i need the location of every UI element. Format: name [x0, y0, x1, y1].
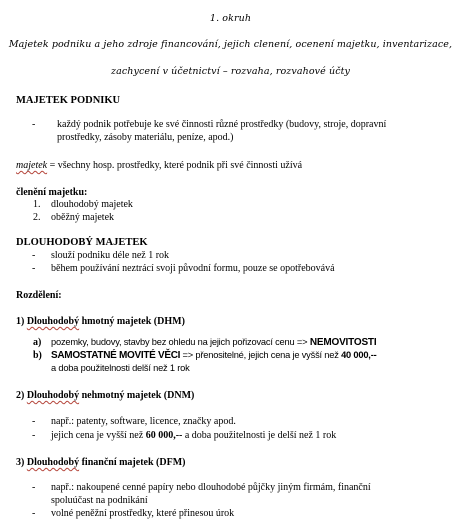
bullet: -	[32, 508, 36, 519]
paragraph-line: každý podnik potřebuje ke své činnosti různé prostředky (budovy, stroje, dopravní	[57, 119, 387, 130]
list-item-a	[51, 337, 376, 348]
list-item-text: jejich cena je vyšší než	[51, 430, 144, 441]
subheading-dfm	[16, 457, 185, 468]
list-item-text: a doba použitelnosti je delší než 1 rok	[182, 430, 337, 441]
list-item: během používání neztrácí svoji původní formu, pouze se opotřebovává	[51, 263, 335, 274]
list-number: 2.	[33, 212, 41, 223]
list-item-text: => přenositelné, jejich cena je vyšší než	[180, 350, 339, 360]
definition-line	[16, 160, 302, 171]
subheading-word: Dlouhodobý	[26, 316, 80, 327]
list-item-text: pozemky, budovy, stavby bez ohledu na jejich pořizovací cenu =>	[51, 337, 308, 347]
title-line-2: zachycení v účetnictví – rozvaha, rozvahové účty	[110, 66, 351, 77]
list-item: volné peněžní prostředky, které přinesou úrok	[51, 508, 235, 519]
heading-rozdeleni: Rozdělení:	[16, 290, 62, 301]
list-item: např.: nakoupené cenné papíry nebo dlouhodobé půjčky jiným firmám, finanční	[51, 482, 371, 493]
list-item: např.: patenty, software, licence, značky apod.	[51, 416, 236, 427]
bullet: -	[32, 119, 36, 130]
list-item-emphasis: NEMOVITOSTI	[307, 337, 377, 348]
subheading-dhm	[16, 316, 185, 327]
heading-dlouhodoby-majetek: DLOUHODOBÝ MAJETEK	[16, 237, 148, 248]
list-label: a)	[33, 337, 42, 348]
definition-text: = všechny hosp. prostředky, které podnik při své činnosti užívá	[47, 160, 303, 171]
subheading-word: Dlouhodobý	[26, 457, 80, 468]
list-item-continuation: a doba použitelnosti delší než 1 rok	[51, 363, 190, 373]
list-item: slouží podniku déle než 1 rok	[51, 250, 170, 261]
bullet: -	[32, 250, 36, 261]
bullet: -	[32, 416, 36, 427]
list-item-emphasis: SAMOSTATNÉ MOVITÉ VĚCI	[51, 350, 181, 361]
list-item-amount: 60 000,--	[143, 430, 183, 441]
definition-term: majetek	[16, 160, 48, 171]
subheading-rest: finanční majetek (DFM)	[79, 457, 186, 468]
list-item-continuation: spoluúčast na podnikání	[51, 495, 148, 506]
list-number: 1.	[33, 199, 41, 210]
subheading-dnm	[16, 390, 194, 401]
subheading-rest: hmotný majetek (DHM)	[79, 316, 185, 327]
list-item: oběžný majetek	[51, 212, 115, 223]
heading-cleneni: členění majetku:	[16, 187, 88, 198]
paragraph-line: prostředky, zásoby materiálu, peníze, apod.)	[57, 132, 234, 143]
bullet: -	[32, 482, 36, 493]
section-number: 1. okruh	[209, 13, 252, 24]
subheading-number: 2)	[16, 390, 25, 401]
subheading-number: 1)	[16, 316, 25, 327]
list-item-b	[51, 350, 376, 361]
list-item-amount: 40 000,--	[338, 350, 377, 360]
subheading-word: Dlouhodobý	[26, 390, 80, 401]
list-item	[51, 430, 336, 441]
subheading-number: 3)	[16, 457, 25, 468]
bullet: -	[32, 430, 36, 441]
heading-majetek-podniku: MAJETEK PODNIKU	[16, 95, 121, 106]
bullet: -	[32, 263, 36, 274]
title-line-1: Majetek podniku a jeho zdroje financování, jejich clenení, ocenení majetku, inventarizace,	[8, 39, 453, 50]
list-label: b)	[33, 350, 42, 361]
list-item: dlouhodobý majetek	[51, 199, 133, 210]
subheading-rest: nehmotný majetek (DNM)	[79, 390, 195, 401]
